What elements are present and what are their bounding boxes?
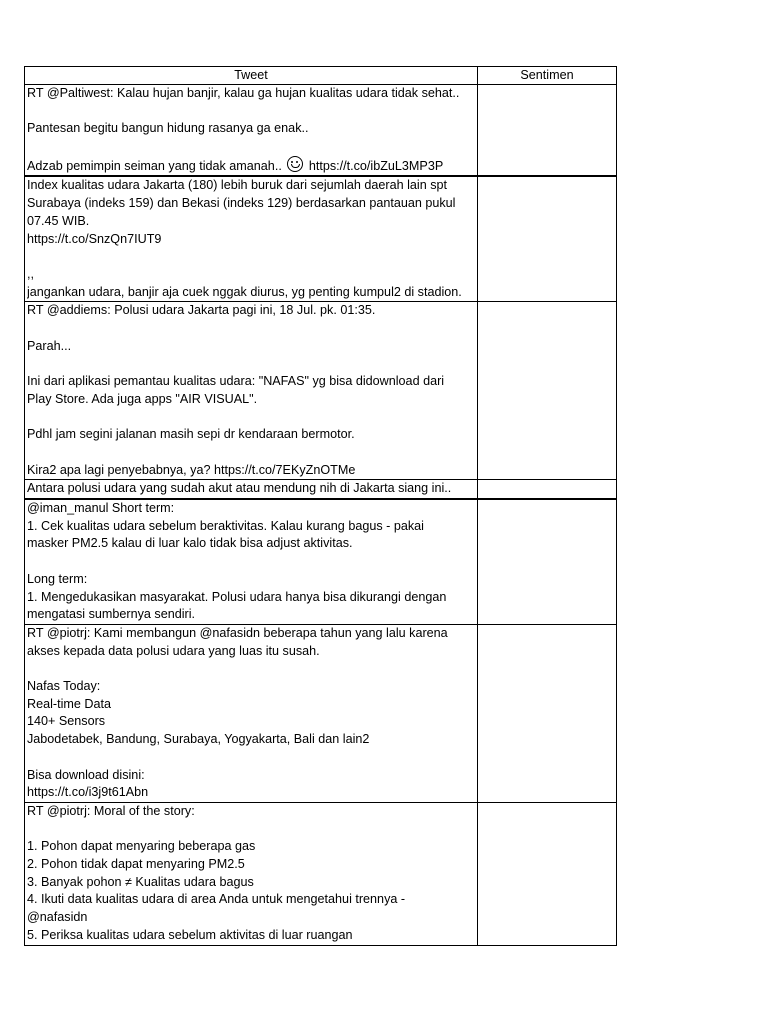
- tweet-line: [27, 138, 475, 156]
- tweet-line: 5. Periksa kualitas udara sebelum aktivitas di luar ruangan: [27, 927, 353, 942]
- sentimen-cell[interactable]: [478, 176, 617, 301]
- sentimen-cell[interactable]: [478, 85, 617, 177]
- tweet-line: 4. Ikuti data kualitas udara di area Anda untuk mengetahui trennya -: [27, 892, 406, 907]
- tweet-line: RT @piotrj: Kami membangun @nafasidn beberapa tahun yang lalu karena: [27, 625, 448, 640]
- tweet-line: jangankan udara, banjir aja cuek nggak diurus, yg penting kumpul2 di stadion.: [27, 284, 462, 299]
- tweet-line: Pantesan begitu bangun hidung rasanya ga enak..: [27, 121, 309, 136]
- tweet-line: Parah...: [27, 338, 72, 353]
- tweet-line: [27, 355, 475, 373]
- tweet-cell[interactable]: [25, 176, 478, 301]
- tweet-line: 140+ Sensors: [27, 714, 106, 729]
- tweet-line: Long term:: [27, 571, 88, 586]
- tweet-line: @nafasidn: [27, 910, 88, 925]
- grinning-sweat-face-icon: [287, 156, 303, 172]
- tweet-line: [27, 821, 475, 839]
- tweet-line: Jabodetabek, Bandung, Surabaya, Yogyakarta, Bali dan lain2: [27, 732, 370, 747]
- table-row: [25, 85, 617, 177]
- tweet-line: [27, 409, 475, 427]
- table-row: [25, 802, 617, 945]
- tweet-line: [27, 444, 475, 462]
- tweet-line: ,,: [27, 266, 34, 281]
- tweet-line: Pdhl jam segini jalanan masih sepi dr kendaraan bermotor.: [27, 427, 355, 442]
- tweet-line: [27, 320, 475, 338]
- header-row: [25, 67, 617, 85]
- table-row: [25, 499, 617, 624]
- tweet-line: 3. Banyak pohon ≠ Kualitas udara bagus: [27, 874, 254, 889]
- tweet-line: Ini dari aplikasi pemantau kualitas udara: "NAFAS" yg bisa didownload dari: [27, 374, 445, 389]
- sentimen-column-header[interactable]: Sentimen: [478, 67, 617, 85]
- tweet-line: 2. Pohon tidak dapat menyaring PM2.5: [27, 857, 245, 872]
- tweet-line: Surabaya (indeks 159) dan Bekasi (indeks 129) berdasarkan pantauan pukul: [27, 196, 456, 211]
- tweet-link[interactable]: https://t.co/i3j9t61Abn: [27, 785, 149, 800]
- tweet-line: [27, 103, 475, 121]
- tweet-cell[interactable]: [25, 624, 478, 802]
- tweet-line: 1. Cek kualitas udara sebelum beraktivitas. Kalau kurang bagus - pakai: [27, 518, 424, 533]
- tweet-line: mengatasi sumbernya sendiri.: [27, 607, 195, 622]
- sentimen-cell[interactable]: [478, 802, 617, 945]
- table-row: [25, 176, 617, 301]
- tweet-link[interactable]: https://t.co/ibZuL3MP3P: [308, 158, 444, 173]
- tweet-line: Index kualitas udara Jakarta (180) lebih buruk dari sejumlah daerah lain spt: [27, 178, 448, 193]
- tweet-line: [27, 553, 475, 571]
- tweet-line: Kira2 apa lagi penyebabnya, ya? https://t.co/7EKyZnOTMe: [27, 462, 356, 477]
- tweet-text: Adzab pemimpin seiman yang tidak amanah..: [27, 158, 282, 173]
- tweet-line: 1. Pohon dapat menyaring beberapa gas: [27, 839, 256, 854]
- tweet-cell[interactable]: [25, 480, 478, 499]
- tweet-cell[interactable]: [25, 802, 478, 945]
- tweet-line: 1. Mengedukasikan masyarakat. Polusi udara hanya bisa dikurangi dengan: [27, 589, 447, 604]
- sentimen-cell[interactable]: [478, 499, 617, 624]
- tweet-line: @iman_manul Short term:: [27, 501, 175, 516]
- tweet-line: [27, 248, 475, 266]
- tweet-line: Antara polusi udara yang sudah akut atau mendung nih di Jakarta siang ini..: [27, 481, 452, 496]
- tweet-line: akses kepada data polusi udara yang luas itu susah.: [27, 643, 320, 658]
- tweet-line: Nafas Today:: [27, 679, 101, 694]
- sentimen-cell[interactable]: [478, 624, 617, 802]
- tweet-line: Real-time Data: [27, 696, 111, 711]
- tweet-cell[interactable]: [25, 302, 478, 480]
- tweet-line: [27, 156, 475, 176]
- tweet-line: 07.45 WIB.: [27, 213, 90, 228]
- tweet-line: [27, 660, 475, 678]
- tweet-line: [27, 749, 475, 767]
- table-row: [25, 624, 617, 802]
- sentimen-cell[interactable]: [478, 480, 617, 499]
- table-row: [25, 302, 617, 480]
- tweet-link[interactable]: https://t.co/SnzQn7IUT9: [27, 231, 162, 246]
- tweet-sentiment-table: [24, 66, 617, 946]
- tweet-line: Play Store. Ada juga apps "AIR VISUAL".: [27, 391, 258, 406]
- tweet-line: RT @piotrj: Moral of the story:: [27, 803, 195, 818]
- tweet-cell[interactable]: [25, 499, 478, 624]
- table-row: [25, 480, 617, 499]
- tweet-line: RT @addiems: Polusi udara Jakarta pagi ini, 18 Jul. pk. 01:35.: [27, 303, 376, 318]
- sentimen-cell[interactable]: [478, 302, 617, 480]
- tweet-line: masker PM2.5 kalau di luar kalo tidak bisa adjust aktivitas.: [27, 536, 353, 551]
- tweet-line: RT @Paltiwest: Kalau hujan banjir, kalau ga hujan kualitas udara tidak sehat..: [27, 86, 460, 100]
- tweet-column-header[interactable]: Tweet: [25, 67, 478, 85]
- tweet-line: Bisa download disini:: [27, 767, 145, 782]
- tweet-cell[interactable]: [25, 85, 478, 177]
